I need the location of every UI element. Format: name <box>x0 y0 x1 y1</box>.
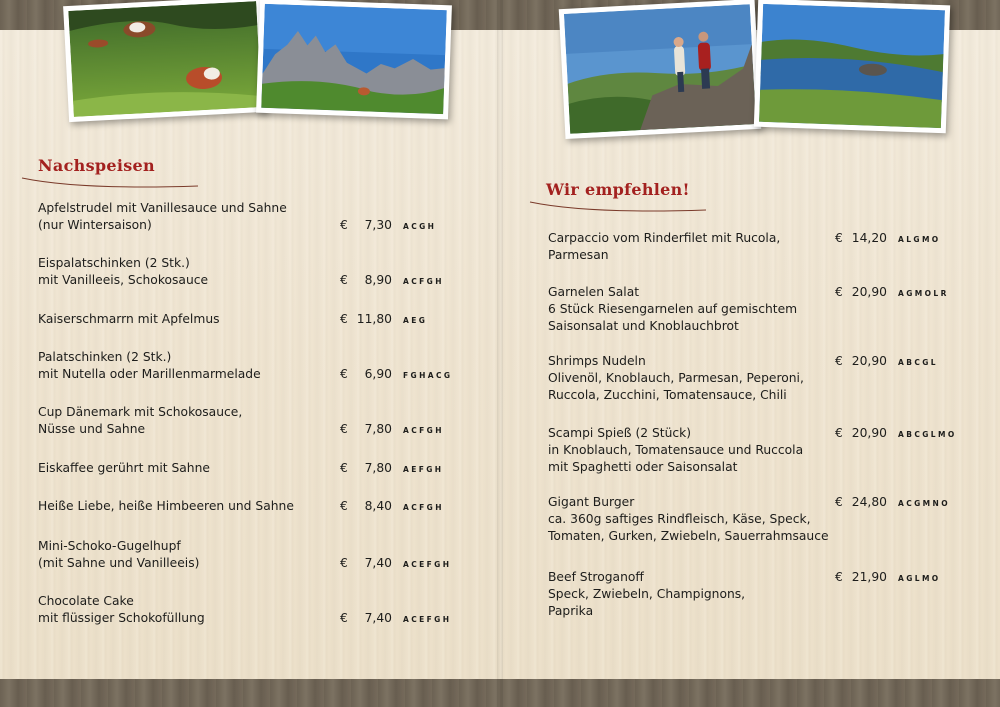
menu-item <box>548 353 804 404</box>
menu-item-name: Beef Stroganoff <box>548 570 644 584</box>
menu-item-name: Scampi Spieß (2 Stück) <box>548 426 692 440</box>
currency-symbol: € <box>835 426 843 440</box>
menu-item-name: Cup Dänemark mit Schokosauce, <box>38 405 243 419</box>
menu-item-price: 7,30 <box>364 218 392 232</box>
mountain-peaks-photo <box>256 0 452 119</box>
menu-item-price: 7,40 <box>364 611 392 625</box>
menu-item-description: Saisonsalat und Knoblauchbrot <box>548 319 739 333</box>
currency-symbol: € <box>340 422 348 436</box>
menu-item-description: Olivenöl, Knoblauch, Parmesan, Peperoni, <box>548 371 804 385</box>
menu-item-description: mit Vanilleeis, Schokosauce <box>38 273 209 287</box>
menu-item-price: 14,20 <box>851 231 887 245</box>
currency-symbol: € <box>835 285 843 299</box>
mountain-lake-photo <box>754 0 950 133</box>
currency-symbol: € <box>340 273 348 287</box>
menu-item <box>38 255 208 289</box>
allergen-codes: ACFGH <box>403 426 444 435</box>
currency-symbol: € <box>340 218 348 232</box>
allergen-codes: AEFGH <box>403 465 444 474</box>
currency-symbol: € <box>835 354 843 368</box>
menu-item-description: Speck, Zwiebeln, Champignons, <box>548 587 746 601</box>
menu-item-name: Mini-Schoko-Gugelhupf <box>38 539 181 553</box>
menu-item-price: 7,80 <box>364 461 392 475</box>
menu-item-description: Ruccola, Zucchini, Tomatensauce, Chili <box>548 388 787 402</box>
menu-item <box>38 404 242 438</box>
menu-item-price: 20,90 <box>851 426 887 440</box>
menu-item-description: 6 Stück Riesengarnelen auf gemischtem <box>548 302 798 316</box>
allergen-codes: ALGMO <box>898 235 941 244</box>
menu-item-price: 6,90 <box>364 367 392 381</box>
allergen-codes: ABCGL <box>898 358 938 367</box>
currency-symbol: € <box>340 556 348 570</box>
allergen-codes: ACEFGH <box>403 560 452 569</box>
menu-item-name: Kaiserschmarrn mit Apfelmus <box>38 312 220 326</box>
currency-symbol: € <box>835 570 843 584</box>
allergen-codes: ACGH <box>403 222 437 231</box>
menu-item-price: 11,80 <box>356 312 392 326</box>
right-menu-page <box>500 0 1000 707</box>
wood-band-bottom <box>500 679 1000 707</box>
currency-symbol: € <box>340 312 348 326</box>
menu-item-price: 8,40 <box>364 499 392 513</box>
allergen-codes: AEG <box>403 316 428 325</box>
menu-item-description: Nüsse und Sahne <box>38 422 146 436</box>
cows-on-meadow-photo <box>63 0 267 122</box>
menu-item-price: 7,40 <box>364 556 392 570</box>
hikers-on-rock-photo <box>559 0 762 139</box>
menu-item-name: Eiskaffee gerührt mit Sahne <box>38 461 210 475</box>
menu-item-description: in Knoblauch, Tomatensauce und Ruccola <box>548 443 804 457</box>
menu-item-price: 24,80 <box>851 495 887 509</box>
currency-symbol: € <box>835 495 843 509</box>
currency-symbol: € <box>340 611 348 625</box>
menu-item-description: ca. 360g saftiges Rindfleisch, Käse, Speck, <box>548 512 811 526</box>
menu-item-name: Palatschinken (2 Stk.) <box>38 350 172 364</box>
allergen-codes: ACGMNO <box>898 499 950 508</box>
allergen-codes: ACFGH <box>403 277 444 286</box>
menu-item-price: 8,90 <box>364 273 392 287</box>
menu-item-price: 20,90 <box>851 285 887 299</box>
desserts-title: Nachspeisen <box>38 156 155 175</box>
menu-item-name: Eispalatschinken (2 Stk.) <box>38 256 190 270</box>
menu-item <box>38 311 220 328</box>
menu-item-price: 7,80 <box>364 422 392 436</box>
menu-item-name: Carpaccio vom Rinderfilet mit Rucola, <box>548 231 781 245</box>
menu-item-name: Apfelstrudel mit Vanillesauce und Sahne <box>38 201 287 215</box>
menu-item-name: Chocolate Cake <box>38 594 134 608</box>
allergen-codes: ACEFGH <box>403 615 452 624</box>
allergen-codes: AGLMO <box>898 574 941 583</box>
currency-symbol: € <box>340 461 348 475</box>
currency-symbol: € <box>340 499 348 513</box>
currency-symbol: € <box>835 231 843 245</box>
title-swash-left <box>20 174 200 190</box>
menu-item-name: Gigant Burger <box>548 495 635 509</box>
book-spine <box>497 0 503 707</box>
menu-item-price: 21,90 <box>851 570 887 584</box>
wood-band-bottom <box>0 679 500 707</box>
menu-item <box>548 284 797 335</box>
menu-item-description: (nur Wintersaison) <box>38 218 152 232</box>
menu-item-description: mit flüssiger Schokofüllung <box>38 611 205 625</box>
currency-symbol: € <box>340 367 348 381</box>
menu-item <box>548 230 780 264</box>
menu-item <box>548 425 803 476</box>
menu-item <box>38 349 261 383</box>
allergen-codes: ACFGH <box>403 503 444 512</box>
menu-item <box>38 593 205 627</box>
menu-item-description: Parmesan <box>548 248 609 262</box>
menu-item <box>548 569 745 620</box>
menu-item-description: Tomaten, Gurken, Zwiebeln, Sauerrahmsauce <box>548 529 829 543</box>
menu-item-name: Shrimps Nudeln <box>548 354 646 368</box>
menu-item-description: (mit Sahne und Vanilleeis) <box>38 556 200 570</box>
menu-item-description: mit Nutella oder Marillenmarmelade <box>38 367 261 381</box>
menu-item-name: Garnelen Salat <box>548 285 640 299</box>
allergen-codes: FGHACG <box>403 371 453 380</box>
title-swash-right <box>528 198 708 214</box>
allergen-codes: ABCGLMO <box>898 430 957 439</box>
menu-item <box>38 498 294 515</box>
menu-item-name: Heiße Liebe, heiße Himbeeren und Sahne <box>38 499 294 513</box>
menu-item <box>38 200 287 234</box>
menu-item-description: mit Spaghetti oder Saisonsalat <box>548 460 738 474</box>
menu-item <box>38 460 210 477</box>
menu-item-price: 20,90 <box>851 354 887 368</box>
allergen-codes: AGMOLR <box>898 289 949 298</box>
menu-item <box>548 494 829 545</box>
recommendations-title: Wir empfehlen! <box>546 180 690 199</box>
menu-item-description: Paprika <box>548 604 594 618</box>
menu-item <box>38 538 199 572</box>
